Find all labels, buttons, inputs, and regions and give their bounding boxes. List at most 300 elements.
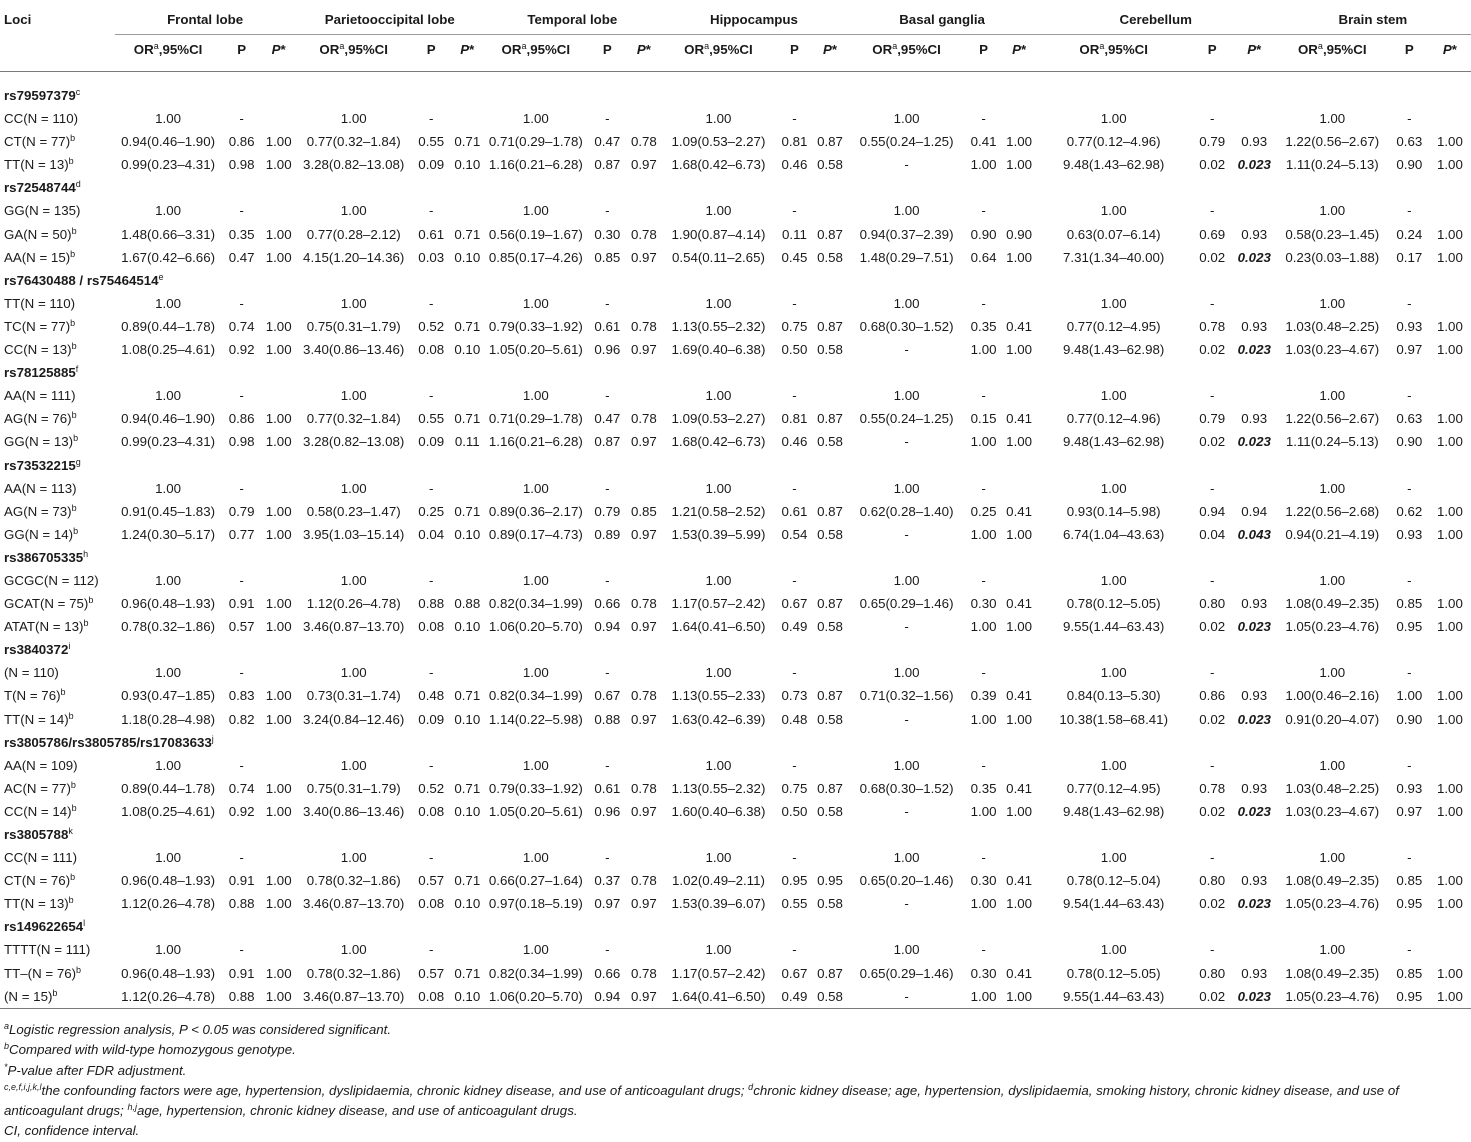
or-ci-cell: 1.08(0.25–4.61) [121, 803, 216, 819]
footnote: $^b$Compared with wild-type homozygous genotype. [4, 1041, 296, 1058]
or-ci-cell: 1.00 [1100, 850, 1127, 866]
padj-label: P [1247, 42, 1257, 57]
p-cell: - [1407, 203, 1412, 219]
p-cell: 0.95 [1396, 896, 1423, 912]
or-ci-cell: 1.00 [155, 572, 182, 588]
padj-cell [812, 754, 847, 777]
padj-cell: 0.97 [630, 803, 657, 819]
or-ci-cell: 1.13(0.55–2.32) [671, 780, 766, 796]
results-table [0, 6, 1471, 1009]
group-parietooccipital-lobe: Parietooccipital lobe [295, 6, 484, 35]
or-ci-cell: 0.54(0.11–2.65) [671, 249, 765, 265]
padj-cell: 0.023 [1234, 985, 1275, 1009]
or-ci-cell: 1.12(0.26–4.78) [306, 596, 401, 612]
p-cell: 0.02 [1199, 342, 1226, 358]
p-cell: 0.78 [1199, 780, 1226, 796]
p-cell: - [981, 942, 986, 958]
genotype-row [0, 684, 1471, 707]
or-ci-cell: 1.53(0.39–6.07) [671, 896, 766, 912]
or-ci-cell: 0.84(0.13–5.30) [1066, 688, 1161, 704]
p-cell: 0.77 [228, 526, 255, 542]
p-cell: 0.47 [594, 134, 621, 150]
padj-cell [262, 661, 295, 684]
or-ci-cell: 1.00 [1319, 295, 1346, 311]
or-ci-cell: 1.24(0.30–5.17) [121, 526, 216, 542]
padj-cell [1002, 569, 1037, 592]
or-ci-cell: 10.38(1.58–68.41) [1059, 711, 1168, 727]
p-cell: 0.90 [1396, 434, 1423, 450]
locus-row [0, 84, 1471, 107]
or-ci-cell: 0.77(0.32–1.84) [306, 134, 401, 150]
p-cell: - [1209, 572, 1215, 588]
padj-cell: 0.41 [1006, 873, 1033, 889]
or-ci-cell: 1.13(0.55–2.32) [671, 318, 766, 334]
genotype-label: TTTT(N = 111) [4, 942, 91, 958]
p-cell: 1.00 [970, 342, 997, 358]
padj-header [627, 35, 660, 72]
padj-cell: 0.10 [454, 342, 481, 358]
or-ci-cell: 0.99(0.23–4.31) [121, 434, 216, 450]
or-ci-cell: 3.40(0.86–13.46) [303, 803, 405, 819]
or-ci-cell: 0.63(0.07–6.14) [1066, 226, 1161, 242]
p-cell: 0.92 [228, 803, 255, 819]
p-cell: 0.88 [228, 896, 255, 912]
p-cell: 0.81 [781, 411, 808, 427]
or-ci-cell: 1.00 [340, 203, 367, 219]
padj-cell [1234, 938, 1275, 961]
padj-cell [1002, 292, 1037, 315]
locus-name: rs73532215$^g$ [4, 456, 81, 473]
padj-cell: 1.00 [1006, 342, 1033, 358]
ci-label: ,95%CI [1104, 42, 1148, 57]
padj-cell: 0.71 [454, 318, 481, 334]
group-header-row [0, 6, 1471, 35]
p-cell: 0.15 [970, 411, 997, 427]
p-cell: 0.87 [594, 157, 621, 173]
p-cell: 0.79 [228, 503, 255, 519]
or-ci-cell: 1.22(0.56–2.67) [1285, 134, 1380, 150]
or-ci-cell: 0.68(0.30–1.52) [859, 780, 954, 796]
padj-cell [1002, 384, 1037, 407]
p-cell: - [981, 757, 986, 773]
genotype-row [0, 315, 1471, 338]
padj-cell: 0.93 [1241, 226, 1268, 242]
p-cell: 0.50 [781, 342, 808, 358]
padj-cell [1002, 199, 1037, 222]
padj-cell: 1.00 [265, 134, 292, 150]
padj-cell: 0.71 [454, 688, 481, 704]
padj-cell [450, 199, 484, 222]
p-cell: 0.39 [970, 688, 997, 704]
padj-cell [450, 384, 484, 407]
or-ci-cell: 9.48(1.43–62.98) [1063, 434, 1165, 450]
padj-cell: 0.87 [817, 596, 843, 612]
padj-cell [812, 477, 847, 500]
padj-star: * [1451, 42, 1457, 57]
or-ci-cell: 1.00 [522, 665, 549, 681]
p-cell: 0.47 [228, 249, 255, 265]
or-ci-cell: 1.00 [340, 480, 367, 496]
padj-cell: 0.93 [1241, 318, 1268, 334]
or-ci-cell: 9.48(1.43–62.98) [1063, 157, 1165, 173]
padj-cell: 0.41 [1006, 411, 1033, 427]
p-cell: 0.46 [781, 157, 808, 173]
padj-cell [1429, 754, 1471, 777]
p-cell: 0.80 [1199, 965, 1226, 981]
p-cell: 0.08 [418, 896, 445, 912]
padj-cell [450, 846, 484, 869]
or-ci-cell: 0.65(0.29–1.46) [859, 965, 954, 981]
padj-cell: 0.93 [1241, 134, 1268, 150]
p-cell: 0.55 [781, 896, 808, 912]
p-cell: 0.57 [418, 965, 445, 981]
or-ci-cell: 1.00 [522, 942, 549, 958]
genotype-row [0, 199, 1471, 222]
padj-cell [450, 477, 484, 500]
padj-cell [1002, 661, 1037, 684]
p-cell: - [239, 942, 244, 958]
genotype-label: T(N = 76)$^b$ [4, 687, 66, 704]
padj-cell [812, 384, 847, 407]
padj-cell [450, 107, 484, 130]
padj-cell: 1.00 [1436, 526, 1463, 542]
or-ci-cell: 0.77(0.12–4.95) [1066, 780, 1161, 796]
genotype-row [0, 107, 1471, 130]
padj-cell [627, 938, 660, 961]
padj-cell: 1.00 [1436, 965, 1463, 981]
padj-cell: 0.023 [1237, 896, 1271, 912]
or-ci-cell: 1.00 [705, 757, 732, 773]
or-ci-cell: 0.77(0.12–4.95) [1066, 318, 1161, 334]
or-ci-cell: 0.91(0.45–1.83) [121, 503, 216, 519]
padj-cell: 0.10 [454, 157, 481, 173]
p-cell: 0.30 [970, 965, 997, 981]
genotype-row [0, 661, 1471, 684]
padj-cell: 0.41 [1006, 503, 1033, 519]
or-ci-cell: 3.95(1.03–15.14) [303, 526, 405, 542]
padj-cell: 1.00 [265, 711, 292, 727]
padj-cell: 0.023 [1237, 157, 1271, 173]
genotype-row [0, 523, 1471, 546]
padj-cell: 1.00 [1436, 596, 1463, 612]
padj-cell [1234, 661, 1275, 684]
or-ci-cell: 1.18(0.28–4.98) [121, 711, 216, 727]
or-ci-cell: 1.48(0.29–7.51) [859, 249, 954, 265]
p-cell: 0.78 [1199, 318, 1226, 334]
or-ci-cell: 1.00 [705, 572, 732, 588]
locus-name: rs79597379$^c$ [4, 87, 81, 103]
padj-cell [1429, 107, 1471, 130]
p-header: P [587, 35, 627, 72]
or-ci-cell: 1.08(0.49–2.35) [1285, 965, 1380, 981]
padj-cell [1002, 754, 1037, 777]
or-ci-cell: 1.00 [522, 480, 549, 496]
or-ci-cell: 1.06(0.20–5.70) [484, 985, 587, 1009]
genotype-row [0, 246, 1471, 269]
padj-cell: 0.71 [454, 226, 481, 242]
or-ci-cell: 1.00 [155, 942, 182, 958]
locus-row [0, 176, 1471, 199]
genotype-label: TT(N = 13)$^b$ [4, 156, 74, 173]
or-ci-cell: 1.00 [1100, 572, 1127, 588]
genotype-row [0, 892, 1471, 915]
or-ci-cell: 1.22(0.56–2.68) [1285, 503, 1380, 519]
or-ci-cell: 1.00 [1319, 480, 1346, 496]
group-temporal-lobe: Temporal lobe [484, 6, 660, 35]
padj-cell: 0.58 [817, 619, 843, 635]
p-cell: - [1407, 295, 1412, 311]
padj-cell: 1.00 [1006, 134, 1033, 150]
or-ci-cell: 1.00 [155, 665, 182, 681]
p-cell: - [605, 942, 610, 958]
or-ci-cell: 0.77(0.32–1.84) [306, 411, 401, 427]
padj-cell: 0.87 [817, 688, 843, 704]
or-ci-cell: 1.00 [340, 572, 367, 588]
p-cell: 0.48 [418, 688, 445, 704]
p-cell: 0.81 [781, 134, 808, 150]
padj-cell: 0.78 [630, 780, 657, 796]
genotype-row [0, 846, 1471, 869]
or-sup: a [892, 41, 898, 51]
padj-cell: 1.00 [265, 780, 292, 796]
padj-cell [1429, 477, 1471, 500]
p-cell: - [239, 572, 244, 588]
padj-cell: 0.043 [1237, 526, 1271, 542]
or-ci-cell: 7.31(1.34–40.00) [1063, 249, 1165, 265]
p-cell: 0.02 [1199, 434, 1226, 450]
p-cell: 0.98 [228, 434, 255, 450]
or-ci-cell: 0.78(0.12–5.05) [1066, 965, 1161, 981]
or-label: OR [501, 42, 522, 57]
genotype-row [0, 754, 1471, 777]
padj-cell: 0.78 [630, 226, 657, 242]
padj-cell: 0.78 [630, 596, 657, 612]
or-sup: a [153, 41, 159, 51]
padj-cell: 0.78 [630, 134, 657, 150]
or-ci-cell: 0.73(0.31–1.74) [306, 688, 401, 704]
padj-cell [262, 938, 295, 961]
footnote: $^{c,e,f,i,j,k,l}$the confounding factors were age, hypertension, dyslipidaemia, chronic kidney disease, and use of anticoagulant drugs; $^d$chronic kidney disease; age, hypertension, dyslipidaemia, smoking history, chronic kidney disease, and use of anticoagulant drugs; $^{h,j}$age, hypertension, chronic kidney disease, and use of anticoagulant drugs. [4, 1081, 1399, 1119]
p-cell: 0.03 [418, 249, 445, 265]
or-ci-cell: 1.05(0.23–4.76) [1285, 619, 1380, 635]
padj-cell [1002, 477, 1037, 500]
p-cell: 0.93 [1396, 318, 1423, 334]
p-cell: 0.64 [970, 249, 997, 265]
or-ci-cell: 1.00 [155, 850, 182, 866]
or-ci-cell: 0.66(0.27–1.64) [488, 873, 583, 889]
padj-cell [627, 384, 660, 407]
p-header: P [412, 35, 450, 72]
padj-cell: 0.93 [1241, 780, 1268, 796]
or-ci-cell: 1.12(0.26–4.78) [115, 985, 221, 1009]
p-cell: 0.63 [1396, 134, 1423, 150]
or-ci-cell: 1.17(0.57–2.42) [671, 965, 766, 981]
or-ci-cell: 1.90(0.87–4.14) [671, 226, 766, 242]
padj-cell [627, 107, 660, 130]
padj-cell: 1.00 [1006, 526, 1033, 542]
or-ci-cell: 1.00 [705, 850, 732, 866]
p-cell: 0.94 [587, 985, 627, 1009]
genotype-label: CC(N = 14)$^b$ [4, 802, 77, 819]
p-cell: 0.85 [594, 249, 621, 265]
padj-cell: 0.58 [817, 896, 843, 912]
p-header: P [966, 35, 1002, 72]
genotype-label: AC(N = 77)$^b$ [4, 779, 76, 796]
or-ci-cell: 1.00(0.46–2.16) [1285, 688, 1380, 704]
or-ci-cell: 1.00 [705, 480, 732, 496]
p-cell: - [429, 572, 434, 588]
p-cell: - [981, 203, 986, 219]
genotype-label: GCAT(N = 75)$^b$ [4, 595, 94, 612]
padj-header [262, 35, 295, 72]
padj-cell: 0.97 [630, 157, 657, 173]
padj-cell: 1.00 [265, 596, 292, 612]
padj-cell [1234, 292, 1275, 315]
or-ci-cell: 1.00 [1319, 942, 1346, 958]
or-ci-cell: - [904, 711, 909, 727]
padj-cell [1429, 938, 1471, 961]
group-cerebellum: Cerebellum [1037, 6, 1275, 35]
genotype-row [0, 592, 1471, 615]
p-cell: - [792, 203, 797, 219]
p-cell: 0.79 [594, 503, 621, 519]
or-ci-cell: 1.13(0.55–2.33) [671, 688, 766, 704]
padj-cell: 0.58 [817, 434, 843, 450]
group-brain-stem: Brain stem [1275, 6, 1471, 35]
or-ci-cell: 0.82(0.34–1.99) [488, 688, 583, 704]
padj-cell [812, 199, 847, 222]
padj-cell [262, 569, 295, 592]
padj-cell [627, 754, 660, 777]
padj-cell: 1.00 [265, 896, 292, 912]
or-ci-cell: 1.00 [1319, 665, 1346, 681]
padj-label: P [460, 42, 470, 57]
padj-cell: 0.023 [1237, 434, 1271, 450]
padj-cell: 0.78 [630, 688, 657, 704]
padj-cell: 0.87 [817, 965, 843, 981]
p-cell: - [792, 850, 797, 866]
p-header: P [1191, 35, 1234, 72]
padj-cell: 0.023 [1237, 249, 1271, 265]
or-ci-cell: 0.23(0.03–1.88) [1285, 249, 1380, 265]
genotype-label: CC(N = 111) [4, 850, 78, 866]
or-ci-cell: 1.05(0.23–4.76) [1285, 896, 1380, 912]
padj-cell: 1.00 [1436, 249, 1463, 265]
or-ci-cell: 0.91(0.20–4.07) [1285, 711, 1380, 727]
p-cell: 0.08 [418, 803, 445, 819]
or-ci-cell: 0.58(0.23–1.45) [1285, 226, 1380, 242]
or-ci-cell: 3.46(0.87–13.70) [303, 896, 405, 912]
padj-cell: 0.88 [454, 596, 481, 612]
padj-cell: 1.00 [265, 965, 292, 981]
p-cell: 0.30 [594, 226, 621, 242]
or-ci-cell: 0.65(0.29–1.46) [859, 596, 954, 612]
locus-row [0, 731, 1471, 754]
padj-star: * [1020, 42, 1027, 57]
or-ci-cell: 0.78(0.32–1.86) [306, 965, 401, 981]
p-cell: - [1407, 942, 1412, 958]
padj-cell: 0.93 [1241, 688, 1268, 704]
locus-name: rs78125885$^f$ [4, 364, 79, 381]
or-ci-cell: - [904, 342, 909, 358]
padj-cell [262, 477, 295, 500]
p-cell: 0.86 [228, 134, 255, 150]
p-cell: - [605, 388, 610, 404]
or-ci-cell: 0.79(0.33–1.92) [488, 318, 583, 334]
p-cell: 0.02 [1199, 619, 1226, 635]
padj-cell: 0.97 [630, 711, 657, 727]
or-label: OR [872, 42, 893, 57]
genotype-label: AG(N = 73)$^b$ [4, 502, 77, 519]
padj-cell: 0.85 [630, 503, 657, 519]
p-cell: - [1209, 850, 1215, 866]
p-cell: 0.02 [1199, 249, 1226, 265]
p-cell: - [1407, 757, 1412, 773]
padj-header [812, 35, 847, 72]
padj-cell [1002, 938, 1037, 961]
genotype-label: CC(N = 13)$^b$ [4, 341, 77, 358]
padj-cell: 0.71 [454, 873, 481, 889]
or-ci-cell: 1.00 [705, 665, 732, 681]
padj-cell: 1.00 [265, 342, 292, 358]
p-cell: - [239, 203, 244, 219]
p-cell: - [239, 295, 244, 311]
genotype-row [0, 569, 1471, 592]
padj-cell: 0.97 [627, 985, 660, 1009]
p-cell: 0.96 [594, 342, 621, 358]
or-ci-cell: 1.12(0.26–4.78) [121, 896, 216, 912]
or-ci-cell: 0.77(0.28–2.12) [306, 226, 401, 242]
padj-cell [262, 292, 295, 315]
or-ci-cell: 1.05(0.23–4.76) [1275, 985, 1390, 1009]
padj-cell: 0.71 [454, 134, 481, 150]
padj-cell [450, 754, 484, 777]
p-cell: 0.79 [1199, 134, 1226, 150]
or-ci-cell: 1.03(0.23–4.67) [1285, 803, 1380, 819]
or-ci-cell: 1.08(0.49–2.35) [1285, 596, 1380, 612]
or-ci-cell: 1.00 [705, 942, 732, 958]
padj-cell: 1.00 [1006, 711, 1033, 727]
padj-star: * [1256, 42, 1262, 57]
p-cell: 0.17 [1396, 249, 1423, 265]
padj-cell: 1.00 [1436, 711, 1463, 727]
p-cell: 0.47 [594, 411, 621, 427]
sub-header-row [0, 35, 1471, 72]
padj-cell: 0.10 [454, 803, 481, 819]
padj-cell [1234, 569, 1275, 592]
footnote: $^a$Logistic regression analysis, P < 0.05 was considered significant. [4, 1021, 392, 1037]
or-ci-cell: 0.94(0.37–2.39) [859, 226, 954, 242]
or-ci-cell: 9.55(1.44–63.43) [1037, 985, 1191, 1009]
genotype-label: GA(N = 50)$^b$ [4, 225, 77, 242]
padj-cell [627, 292, 660, 315]
or-ci-cell: 1.00 [1100, 295, 1127, 311]
or-label: OR [684, 42, 705, 57]
padj-cell: 0.10 [454, 249, 481, 265]
or-ci-cell: 1.00 [893, 572, 920, 588]
ci-label: ,95%CI [1322, 42, 1367, 57]
or-ci-cell: 1.00 [155, 480, 182, 496]
or-ci-cell: 1.64(0.41–6.50) [671, 619, 766, 635]
or-sup: a [339, 41, 345, 51]
or-ci-cell: 1.00 [155, 203, 182, 219]
or-ci-cell: 1.00 [1319, 757, 1346, 773]
padj-cell: 0.10 [454, 896, 481, 912]
p-cell: 0.94 [1199, 503, 1226, 519]
or-ci-cell: 1.00 [522, 111, 549, 127]
padj-cell: 0.58 [817, 526, 843, 542]
p-cell: 0.83 [228, 688, 255, 704]
